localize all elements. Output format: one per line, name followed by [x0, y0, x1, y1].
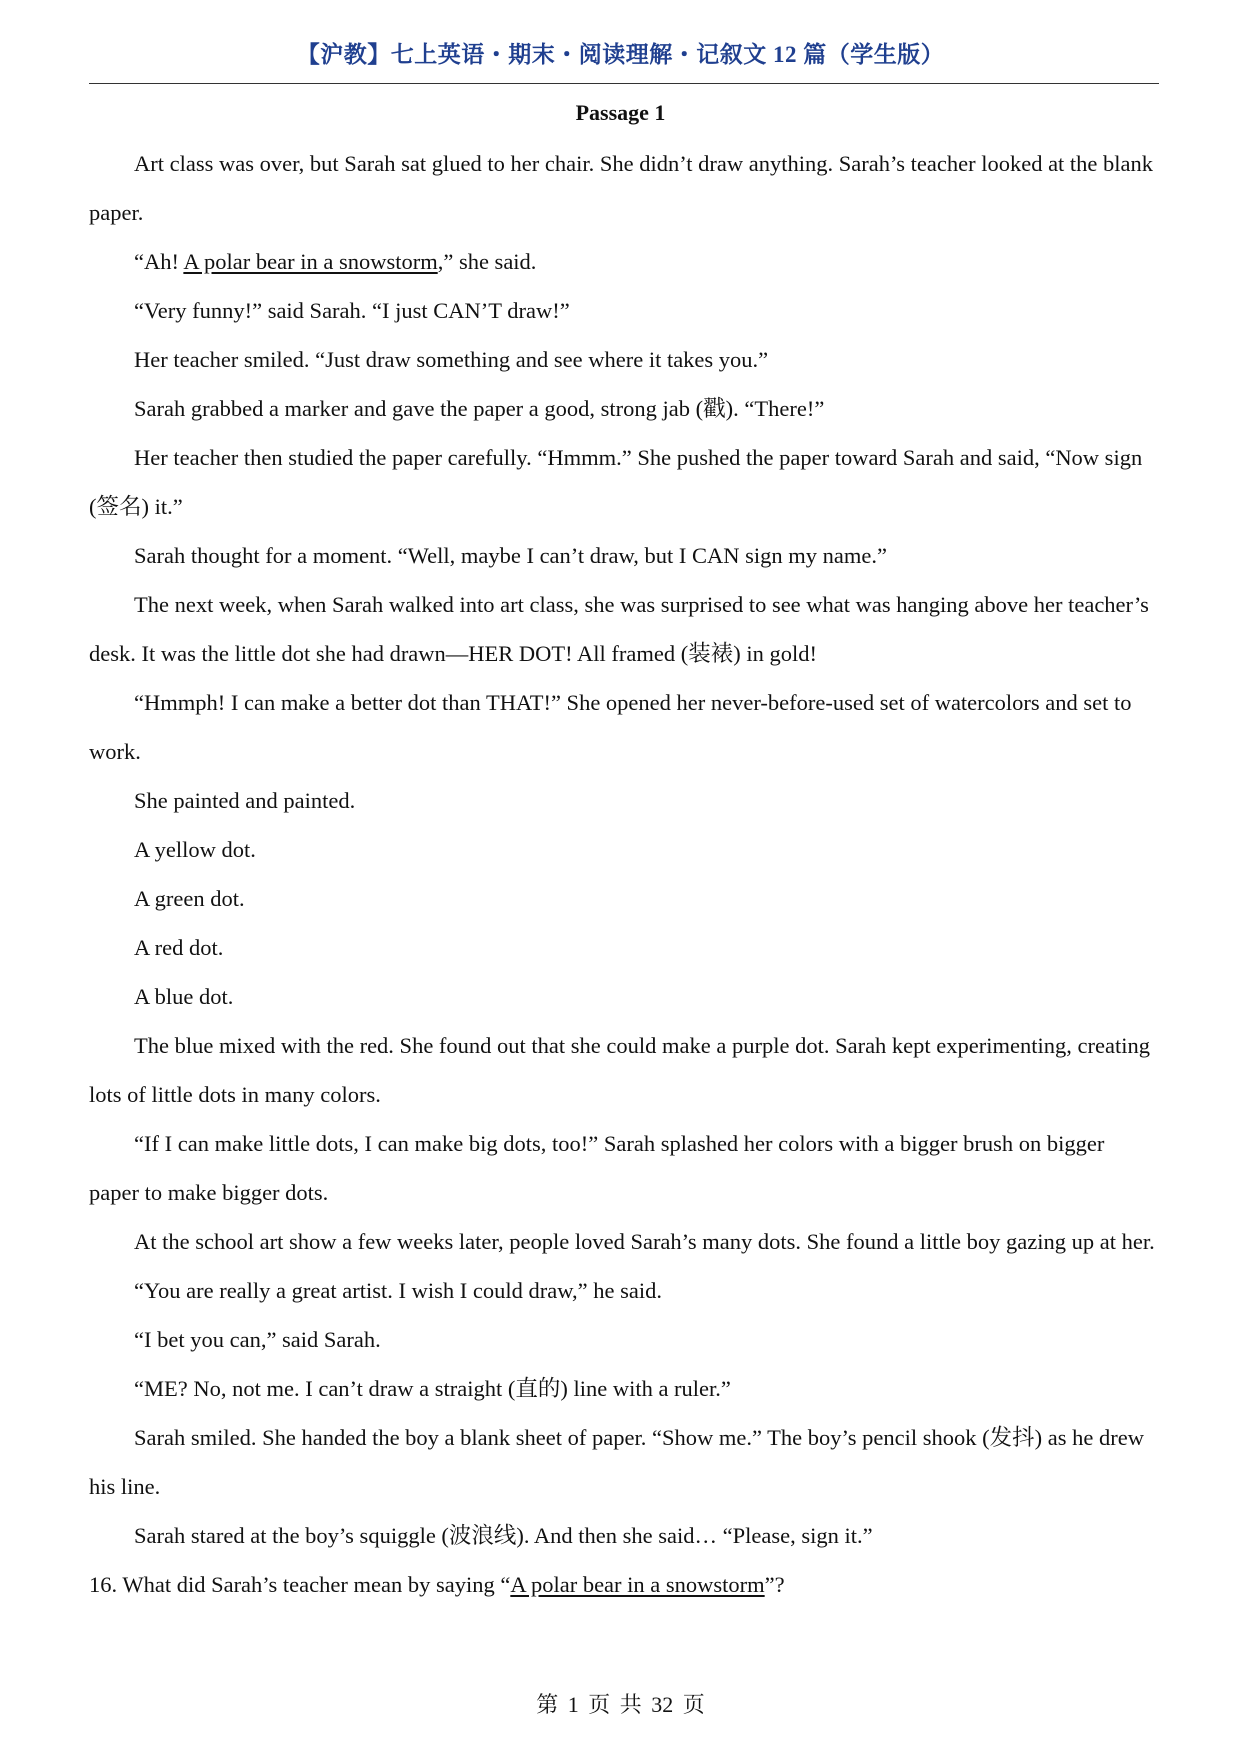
question-text: 16. What did Sarah’s teacher mean by saying “: [89, 1572, 511, 1597]
paragraph: “If I can make little dots, I can make big dots, too!” Sarah splashed her colors with a bigger brush on bigger paper to make bigger dots.: [89, 1131, 1105, 1205]
paragraph: The next week, when Sarah walked into art class, she was surprised to see what was hanging above her teacher’s desk. It was the little dot she had drawn—HER DOT! All framed (装裱) in gold!: [89, 592, 1149, 666]
paragraph: “I bet you can,” said Sarah.: [134, 1327, 381, 1352]
passage-title: Passage 1: [575, 100, 666, 125]
paragraph: A blue dot.: [134, 984, 234, 1009]
paragraph: She painted and painted.: [134, 788, 356, 813]
paragraph-text: “Ah!: [134, 249, 184, 274]
paragraph: “Very funny!” said Sarah. “I just CAN’T draw!”: [134, 298, 570, 323]
paragraph: A yellow dot.: [134, 837, 256, 862]
paragraph: “ME? No, not me. I can’t draw a straight (直的) line with a ruler.”: [134, 1376, 731, 1401]
header-divider: [89, 83, 1159, 84]
paragraph: “You are really a great artist. I wish I could draw,” he said.: [134, 1278, 662, 1303]
paragraph: Art class was over, but Sarah sat glued to her chair. She didn’t draw anything. Sarah’s teacher looked at the blank paper.: [89, 151, 1154, 225]
paragraph: Sarah thought for a moment. “Well, maybe I can’t draw, but I CAN sign my name.”: [134, 543, 887, 568]
paragraph: Her teacher then studied the paper carefully. “Hmmm.” She pushed the paper toward Sarah and said, “Now sign (签名) it.”: [89, 445, 1143, 519]
paragraph: Sarah stared at the boy’s squiggle (波浪线). And then she said… “Please, sign it.”: [134, 1523, 873, 1548]
paragraph: The blue mixed with the red. She found out that she could make a purple dot. Sarah kept experimenting, creating lots of little dots in many colors.: [89, 1033, 1150, 1107]
paragraph: “Hmmph! I can make a better dot than THAT!” She opened her never-before-used set of watercolors and set to work.: [89, 690, 1132, 764]
paragraph: Her teacher smiled. “Just draw something and see where it takes you.”: [134, 347, 769, 372]
paragraph-text: ,” she said.: [437, 249, 537, 274]
paragraph: [89, 237, 1159, 286]
paragraph: A green dot.: [134, 886, 245, 911]
document-header: 【沪教】七上英语・期末・阅读理解・记叙文 12 篇（学生版）: [296, 42, 945, 67]
paragraph: At the school art show a few weeks later, people loved Sarah’s many dots. She found a little boy gazing up at her.: [134, 1229, 1155, 1254]
underlined-phrase: A polar bear in a snowstorm: [510, 1572, 765, 1597]
page-footer: 第 1 页 共 32 页: [536, 1692, 705, 1717]
paragraph: A red dot.: [134, 935, 224, 960]
question-text: ”?: [764, 1572, 785, 1597]
paragraph: Sarah grabbed a marker and gave the paper a good, strong jab (戳). “There!”: [134, 396, 825, 421]
underlined-phrase: A polar bear in a snowstorm: [183, 249, 438, 274]
question-16: [89, 1560, 1159, 1609]
paragraph: Sarah smiled. She handed the boy a blank sheet of paper. “Show me.” The boy’s pencil shook (发抖) as he drew his line.: [89, 1425, 1144, 1499]
passage-body: [89, 139, 1159, 1609]
